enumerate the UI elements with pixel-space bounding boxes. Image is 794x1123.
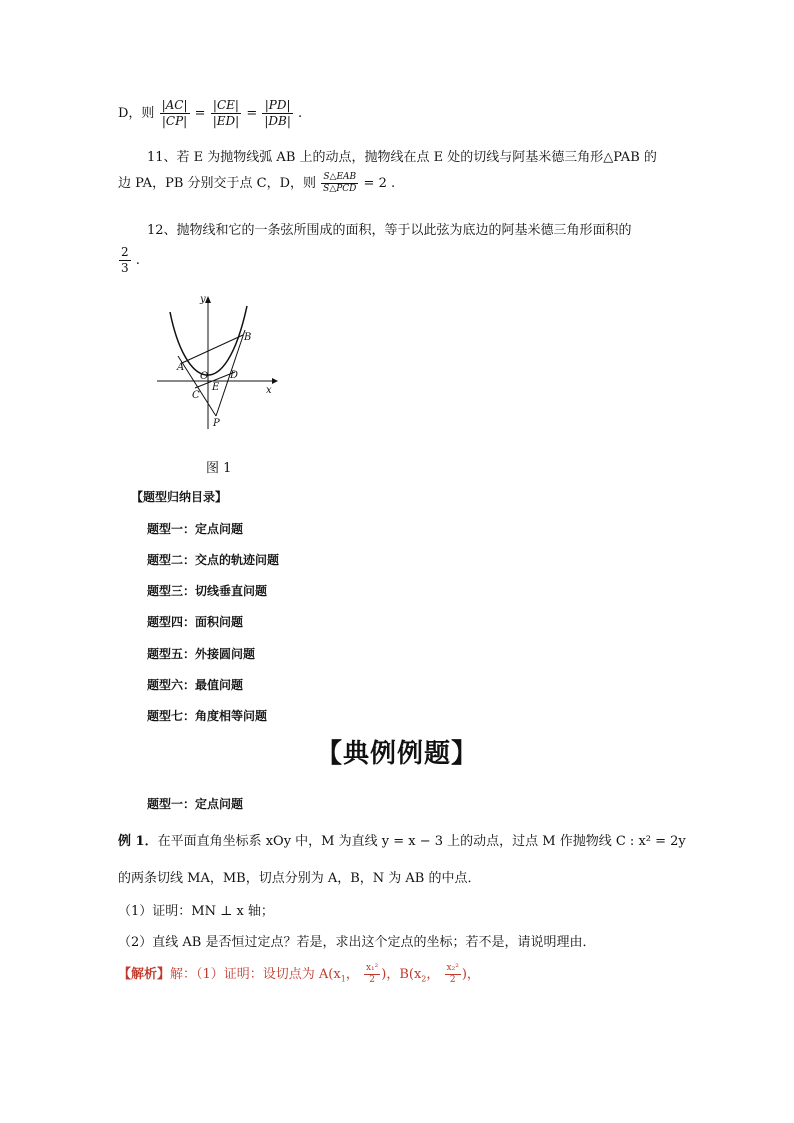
y-axis-arrow xyxy=(205,296,211,303)
label-o: O xyxy=(200,371,209,382)
fraction-x1-squared: $\frac{\text{x₁²}}{2}$ xyxy=(365,963,379,985)
property-12-line1: 12、抛物线和它的一条弦所围成的面积，等于以此弦为底边的阿基米德三角形面积的 xyxy=(147,223,632,238)
figure-caption: 图 1 xyxy=(206,461,232,476)
property-12-line2: $\frac{2}{3}$ . xyxy=(121,245,140,275)
property-11-line2: 边 PA，PB 分别交于点 C，D，则 $\frac{\text{S△EAB}}{\text{S△PCD}}$ = 2 . xyxy=(118,172,396,194)
fraction-pd-db: $\frac{|PD|}{|DB|}$ xyxy=(264,98,291,128)
toc-heading: 【题型归纳目录】 xyxy=(131,490,228,504)
fraction-ac-cp: $\frac{|AC|}{|CP|}$ xyxy=(161,98,188,128)
example-1-q2: （2）直线 AB 是否恒过定点？若是，求出这个定点的坐标；若不是，请说明理由． xyxy=(118,935,596,950)
label-p: P xyxy=(213,418,220,429)
label-b: B xyxy=(244,332,252,343)
example-1-line1: 例 1．在平面直角坐标系 xOy 中，M 为直线 y = x − 3 上的动点，过点 M 作抛物线 C : x² = 2y xyxy=(118,834,686,849)
example-1-line2: 的两条切线 MA，MB，切点分别为 A，B，N 为 AB 的中点． xyxy=(118,871,481,886)
label-x: x xyxy=(266,385,272,396)
toc-item-5: 题型五：外接圆问题 xyxy=(147,647,256,661)
toc-item-3: 题型三：切线垂直问题 xyxy=(147,584,268,598)
toc-item-1: 题型一：定点问题 xyxy=(147,522,244,536)
x-axis-arrow xyxy=(272,378,278,384)
prop10-lead: D，则 xyxy=(118,106,155,121)
fraction-two-thirds: $\frac{2}{3}$ xyxy=(121,245,129,275)
label-a: A xyxy=(177,362,185,373)
type1-heading: 题型一：定点问题 xyxy=(147,797,244,811)
toc-item-6: 题型六：最值问题 xyxy=(147,678,244,692)
label-e: E xyxy=(212,382,220,393)
property-11-line1: 11、若 E 为抛物线弧 AB 上的动点，抛物线在点 E 处的切线与阿基米德三角形△PAB 的 xyxy=(147,150,657,165)
solution-tag: 【解析】 xyxy=(118,967,171,982)
solution-line: 【解析】解：（1）证明：设切点为 $A(x_1$， $\frac{\text{x₁²}}{2}$ )，$B(x_2$， $\frac{\text{x₂²}}{2}$ )， xyxy=(118,963,480,985)
fraction-area-ratio: $\frac{\text{S△EAB}}{\text{S△PCD}}$ xyxy=(323,172,357,194)
toc-item-4: 题型四：面积问题 xyxy=(147,615,244,629)
example-1-q1: （1）证明：MN ⊥ x 轴； xyxy=(118,904,274,919)
property-10-line: D，则 $\frac{|AC|}{|CP|}$ = $\frac{|CE|}{|ED|}$ = $\frac{|PD|}{|DB|}$ . xyxy=(118,98,303,128)
toc-item-7: 题型七：角度相等问题 xyxy=(147,709,268,723)
fraction-ce-ed: $\frac{|CE|}{|ED|}$ xyxy=(212,98,240,128)
label-d: D xyxy=(230,370,239,381)
parabola-figure xyxy=(150,292,280,437)
example-label: 例 1． xyxy=(118,834,158,849)
toc-item-2: 题型二：交点的轨迹问题 xyxy=(147,553,280,567)
section-title: 【典例例题】 xyxy=(315,739,478,769)
label-y: y xyxy=(200,294,206,305)
fraction-x2-squared: $\frac{\text{x₂²}}{2}$ xyxy=(446,963,459,985)
label-c: C xyxy=(192,390,200,401)
